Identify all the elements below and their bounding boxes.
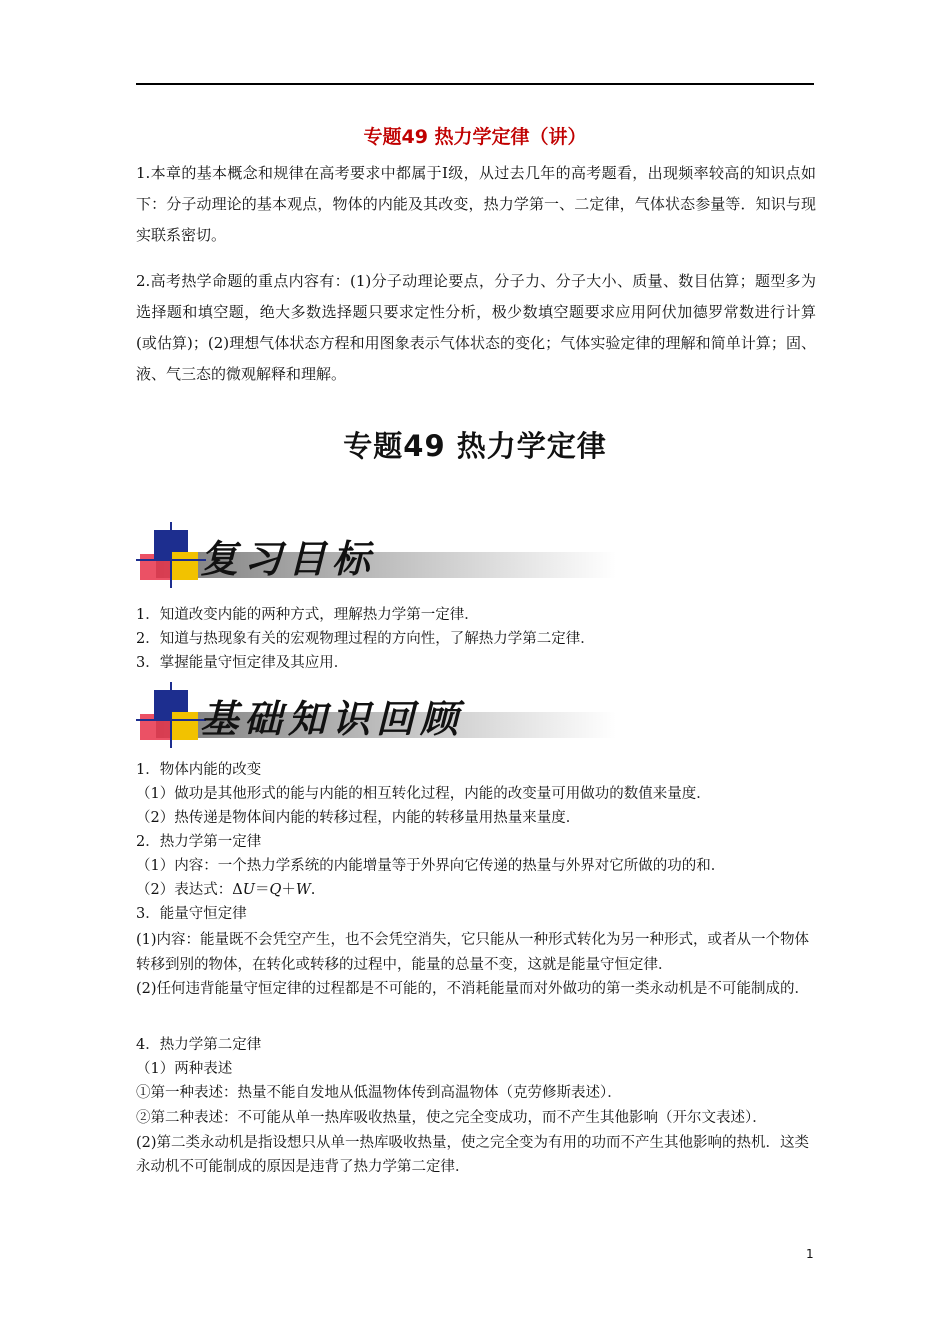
basics-review-banner <box>136 682 616 748</box>
formula-prefix: （2）表达式：Δ <box>136 882 243 898</box>
paragraph-kelvin: ②第二种表述：不可能从单一热库吸收热量，使之完全变成功，而不产生其他影响（开尔文表述）． <box>136 1110 767 1126</box>
heading-second-law: 4．热力学第二定律 <box>136 1037 262 1053</box>
banner-horizontal-line <box>136 719 206 721</box>
big-title: 专题49 热力学定律 <box>343 429 607 463</box>
formula-w: W <box>295 882 311 898</box>
banner-yellow-square <box>170 712 198 740</box>
banner-vertical-line <box>170 682 172 748</box>
paragraph-perpetual-motion-1: (2)任何违背能量守恒定律的过程都是不可能的，不消耗能量而对外做功的第一类永动机是不可能制成的． <box>136 981 810 997</box>
basics-lines-c <box>136 1033 826 1105</box>
basics-lines-b <box>136 928 816 1002</box>
heading-first-law: 2．热力学第一定律 <box>136 834 262 850</box>
basics-lines-a <box>136 758 826 926</box>
formula-q: Q <box>269 882 282 898</box>
line-clausius: ①第一种表述：热量不能自发地从低温物体传到高温物体（克劳修斯表述）． <box>136 1085 622 1101</box>
formula-equals: ＝ <box>254 882 270 898</box>
review-goals-banner <box>136 522 616 588</box>
list-item: 2．知道与热现象有关的宏观物理过程的方向性，了解热力学第二定律． <box>136 631 595 647</box>
line-first-law-content: （1）内容：一个热力学系统的内能增量等于外界向它传递的热量与外界对它所做的功的和． <box>136 858 726 874</box>
basics-lines-d <box>136 1106 816 1180</box>
banner-yellow-square <box>170 552 198 580</box>
formula-u: U <box>242 882 255 898</box>
banner-vertical-line <box>170 522 172 588</box>
line-two-statements: （1）两种表述 <box>136 1061 233 1077</box>
line-heat-transfer: （2）热传递是物体间内能的转移过程，内能的转移量用热量来量度． <box>136 810 581 826</box>
heading-internal-energy: 1．物体内能的改变 <box>136 762 262 778</box>
review-goals-list <box>136 603 826 675</box>
banner-label: 基础知识回顾 <box>200 696 465 741</box>
list-item: 1．知道改变内能的两种方式，理解热力学第一定律． <box>136 607 479 623</box>
paragraph-conservation-content: (1)内容：能量既不会凭空产生，也不会凭空消失，它只能从一种形式转化为另一种形式，或者从一个物体转移到别的物体，在转化或转移的过程中，能量的总量不变，这就是能量守恒定律． <box>136 932 810 973</box>
formula-end: . <box>310 882 316 898</box>
line-first-law-formula <box>136 878 826 902</box>
page-number: 1 <box>806 1247 814 1261</box>
line-work: （1）做功是其他形式的能与内能的相互转化过程，内能的改变量可用做功的数值来量度． <box>136 786 711 802</box>
header-rule <box>136 83 814 85</box>
heading-energy-conservation: 3．能量守恒定律 <box>136 906 247 922</box>
paragraph-perpetual-motion-2: (2)第二类永动机是指设想只从单一热库吸收热量，使之完全变为有用的功而不产生其他影响的热机．这类永动机不可能制成的原因是违背了热力学第二定律． <box>136 1134 810 1175</box>
list-item: 3．掌握能量守恒定律及其应用． <box>136 655 349 671</box>
intro-paragraph-2: 2.高考热学命题的重点内容有：(1)分子动理论要点，分子力、分子大小、质量、数目估算；题型多为选择题和填空题，绝大多数选择题只要求定性分析，极少数填空题要求应用阿伏加德罗常数进行计算(或估算)；(2)理想气体状态方程和用图象表示气体状态的变化；气体实验定律的理解和简单计算；固、液、气三态的微观解释和理解。 <box>136 272 816 383</box>
banner-label: 复习目标 <box>200 536 377 581</box>
intro-paragraph-1: 1.本章的基本概念和规律在高考要求中都属于Ⅰ级，从过去几年的高考题看，出现频率较高的知识点如下：分子动理论的基本观点，物体的内能及其改变，热力学第一、二定律，气体状态参量等．知识与现实联系密切。 <box>136 164 816 244</box>
formula-plus: ＋ <box>281 882 296 898</box>
page-title: 专题49 热力学定律（讲） <box>363 126 587 148</box>
banner-horizontal-line <box>136 559 206 561</box>
